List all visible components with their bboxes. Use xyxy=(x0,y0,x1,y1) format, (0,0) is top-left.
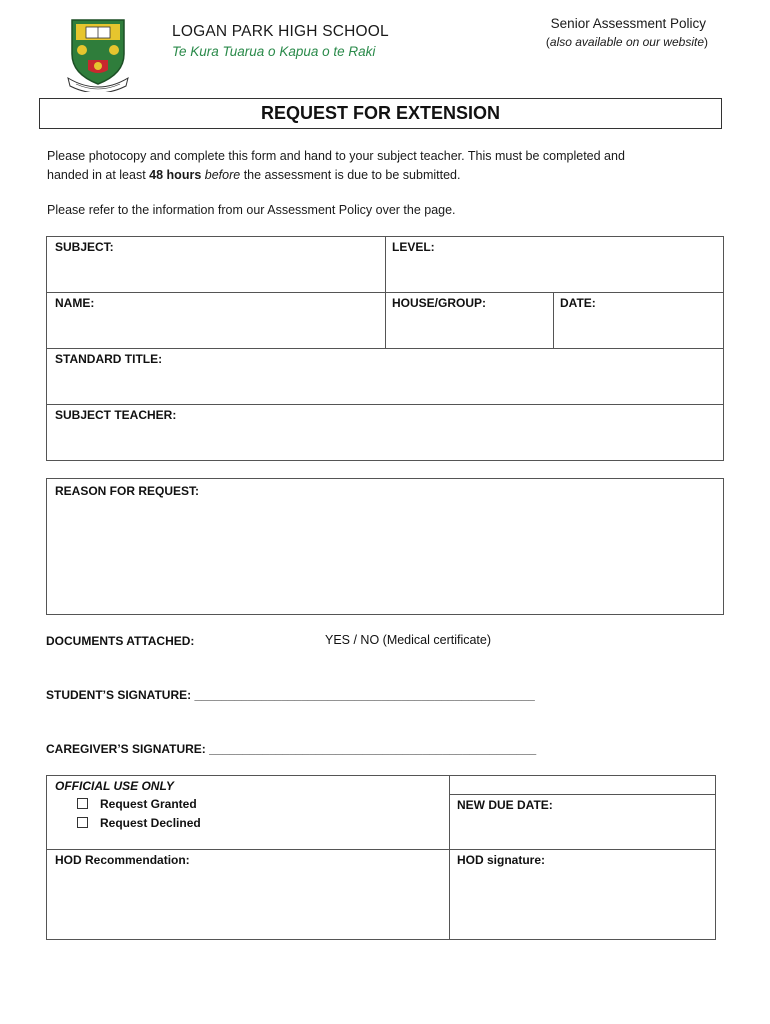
subject-field[interactable]: SUBJECT: xyxy=(55,240,114,254)
reason-box[interactable] xyxy=(46,478,724,615)
info-grid xyxy=(46,236,724,461)
reason-label: REASON FOR REQUEST: xyxy=(55,484,200,498)
hod-recommendation-field[interactable]: HOD Recommendation: xyxy=(55,853,190,867)
documents-value[interactable]: YES / NO (Medical certificate) xyxy=(325,633,492,647)
school-name: LOGAN PARK HIGH SCHOOL xyxy=(172,23,389,40)
name-field[interactable]: NAME: xyxy=(55,296,95,310)
checkbox-icon[interactable] xyxy=(77,798,88,809)
standard-title-field[interactable]: STANDARD TITLE: xyxy=(55,352,163,366)
level-field[interactable]: LEVEL: xyxy=(392,240,435,254)
request-granted-option[interactable]: Request Granted xyxy=(77,797,197,811)
school-name-maori: Te Kura Tuarua o Kapua o te Raki xyxy=(172,44,376,59)
intro-line-2: handed in at least 48 hours before the assessment is due to be submitted. xyxy=(47,168,461,182)
page-title: REQUEST FOR EXTENSION xyxy=(260,103,501,123)
hod-signature-field[interactable]: HOD signature: xyxy=(457,853,546,867)
student-signature-line[interactable]: STUDENT’S SIGNATURE: ___________________________________________________ xyxy=(46,688,535,702)
intro-line-1: Please photocopy and complete this form and hand to your subject teacher. This must be completed and xyxy=(47,149,625,163)
policy-note: (also available on our website) xyxy=(545,35,708,49)
policy-title: Senior Assessment Policy xyxy=(550,16,706,31)
official-use-table xyxy=(46,775,716,940)
intro-line-3: Please refer to the information from our Assessment Policy over the page. xyxy=(47,203,456,217)
school-crest-icon xyxy=(66,16,130,92)
caregiver-signature-line[interactable]: CAREGIVER’S SIGNATURE: _________________________________________________ xyxy=(46,742,537,756)
official-use-heading: OFFICIAL USE ONLY xyxy=(55,779,174,793)
new-due-date-field[interactable]: NEW DUE DATE: xyxy=(457,798,553,812)
intro-paragraph xyxy=(47,147,727,185)
checkbox-icon[interactable] xyxy=(77,817,88,828)
subject-teacher-field[interactable]: SUBJECT TEACHER: xyxy=(55,408,177,422)
title-box xyxy=(39,98,722,129)
request-declined-option[interactable]: Request Declined xyxy=(77,816,201,830)
house-group-field[interactable]: HOUSE/GROUP: xyxy=(392,296,487,310)
date-field[interactable]: DATE: xyxy=(560,296,596,310)
documents-label: DOCUMENTS ATTACHED: xyxy=(46,634,195,648)
